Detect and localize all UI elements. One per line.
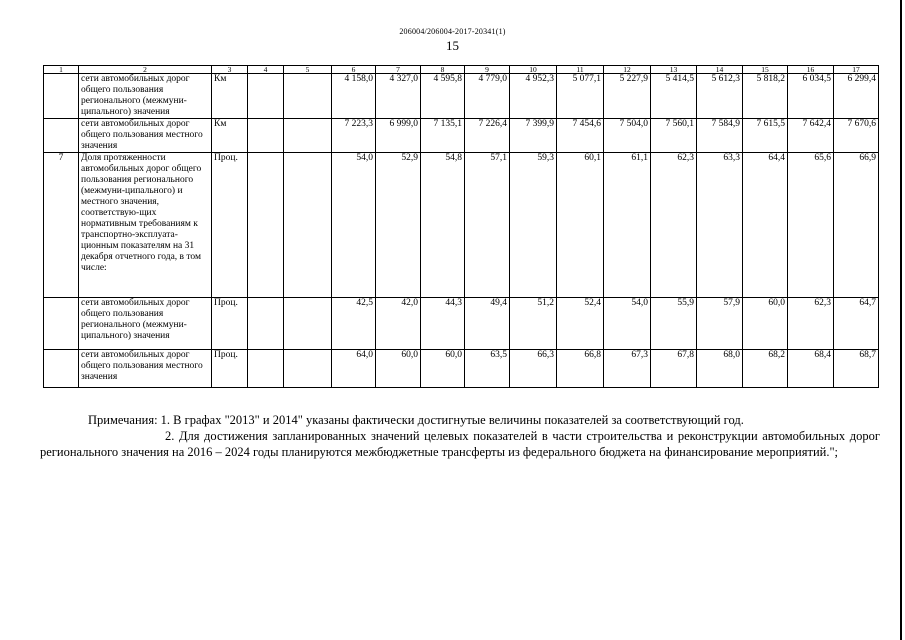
empty-cell (284, 153, 332, 298)
column-number: 1 (44, 66, 79, 74)
row-number-cell (44, 74, 79, 119)
value-cell: 64,7 (834, 298, 879, 350)
value-cell: 54,0 (604, 298, 651, 350)
value-cell: 42,0 (376, 298, 421, 350)
column-number: 13 (651, 66, 697, 74)
value-cell: 66,8 (557, 350, 604, 388)
value-cell: 60,0 (376, 350, 421, 388)
indicator-name-cell: Доля протяженности автомобильных дорог общего пользования регионального (межмуни-ципального) и местного значения, соответствую-щих нормативным требованиям к транспортно-эксплуата-ционным показателям на 31 декабря отчетного года, в том числе: (79, 153, 212, 298)
row-number-cell (44, 298, 79, 350)
table-row (44, 350, 879, 388)
unit-cell: Проц. (212, 298, 248, 350)
value-cell: 7 642,4 (788, 119, 834, 153)
value-cell: 64,0 (332, 350, 376, 388)
value-cell: 66,9 (834, 153, 879, 298)
notes-section (40, 412, 880, 460)
value-cell: 5 818,2 (743, 74, 788, 119)
value-cell: 54,8 (421, 153, 465, 298)
column-number: 3 (212, 66, 248, 74)
column-number: 17 (834, 66, 879, 74)
value-cell: 68,4 (788, 350, 834, 388)
table-row (44, 153, 879, 298)
document-id: 206004/206004-2017-20341(1) (399, 27, 506, 36)
value-cell: 7 226,4 (465, 119, 510, 153)
row-number-cell (44, 119, 79, 153)
indicator-name-cell: сети автомобильных дорог общего пользования регионального (межмуни-ципального) значения (79, 74, 212, 119)
value-cell: 57,9 (697, 298, 743, 350)
value-cell: 49,4 (465, 298, 510, 350)
empty-cell (284, 119, 332, 153)
note-1: Примечания: 1. В графах "2013" и 2014" указаны фактически достигнутые величины показателей за соответствующий год. (88, 413, 744, 427)
value-cell: 51,2 (510, 298, 557, 350)
column-number: 6 (332, 66, 376, 74)
value-cell: 68,7 (834, 350, 879, 388)
value-cell: 7 135,1 (421, 119, 465, 153)
value-cell: 63,3 (697, 153, 743, 298)
empty-cell (248, 153, 284, 298)
empty-cell (284, 74, 332, 119)
value-cell: 62,3 (788, 298, 834, 350)
indicator-name-cell: сети автомобильных дорог общего пользования местного значения (79, 119, 212, 153)
column-number-row (44, 66, 879, 74)
column-number: 10 (510, 66, 557, 74)
value-cell: 55,9 (651, 298, 697, 350)
value-cell: 6 034,5 (788, 74, 834, 119)
value-cell: 57,1 (465, 153, 510, 298)
value-cell: 4 952,3 (510, 74, 557, 119)
unit-cell: Проц. (212, 350, 248, 388)
value-cell: 7 223,3 (332, 119, 376, 153)
value-cell: 66,3 (510, 350, 557, 388)
value-cell: 60,0 (421, 350, 465, 388)
empty-cell (248, 74, 284, 119)
empty-cell (284, 298, 332, 350)
unit-cell: Проц. (212, 153, 248, 298)
value-cell: 7 584,9 (697, 119, 743, 153)
value-cell: 60,0 (743, 298, 788, 350)
value-cell: 4 779,0 (465, 74, 510, 119)
value-cell: 4 158,0 (332, 74, 376, 119)
column-number: 8 (421, 66, 465, 74)
empty-cell (248, 119, 284, 153)
column-number: 11 (557, 66, 604, 74)
value-cell: 68,2 (743, 350, 788, 388)
value-cell: 44,3 (421, 298, 465, 350)
table-row (44, 298, 879, 350)
column-number: 5 (284, 66, 332, 74)
value-cell: 62,3 (651, 153, 697, 298)
value-cell: 59,3 (510, 153, 557, 298)
row-number-cell: 7 (44, 153, 79, 298)
page-number: 15 (446, 38, 459, 53)
value-cell: 5 612,3 (697, 74, 743, 119)
value-cell: 7 670,6 (834, 119, 879, 153)
value-cell: 4 327,0 (376, 74, 421, 119)
table-row (44, 119, 879, 153)
value-cell: 67,3 (604, 350, 651, 388)
row-number-cell (44, 350, 79, 388)
table-row (44, 74, 879, 119)
value-cell: 54,0 (332, 153, 376, 298)
value-cell: 7 615,5 (743, 119, 788, 153)
value-cell: 6 299,4 (834, 74, 879, 119)
column-number: 9 (465, 66, 510, 74)
value-cell: 7 454,6 (557, 119, 604, 153)
column-number: 14 (697, 66, 743, 74)
value-cell: 5 414,5 (651, 74, 697, 119)
empty-cell (248, 298, 284, 350)
value-cell: 4 595,8 (421, 74, 465, 119)
value-cell: 7 560,1 (651, 119, 697, 153)
value-cell: 68,0 (697, 350, 743, 388)
value-cell: 7 504,0 (604, 119, 651, 153)
indicators-table (43, 65, 879, 388)
indicator-name-cell: сети автомобильных дорог общего пользования местного значения (79, 350, 212, 388)
column-number: 16 (788, 66, 834, 74)
unit-cell: Км (212, 74, 248, 119)
value-cell: 7 399,9 (510, 119, 557, 153)
value-cell: 64,4 (743, 153, 788, 298)
value-cell: 60,1 (557, 153, 604, 298)
value-cell: 52,9 (376, 153, 421, 298)
value-cell: 67,8 (651, 350, 697, 388)
empty-cell (284, 350, 332, 388)
value-cell: 6 999,0 (376, 119, 421, 153)
value-cell: 5 227,9 (604, 74, 651, 119)
value-cell: 65,6 (788, 153, 834, 298)
column-number: 4 (248, 66, 284, 74)
column-number: 15 (743, 66, 788, 74)
value-cell: 63,5 (465, 350, 510, 388)
value-cell: 42,5 (332, 298, 376, 350)
unit-cell: Км (212, 119, 248, 153)
note-2: 2. Для достижения запланированных значений целевых показателей в части строительства и реконструкции автомобильных дорог регионального значения на 2016 – 2024 годы планируются межбюджетные трансферты из федерального бюджета на финансирование мероприятий."; (40, 429, 880, 459)
empty-cell (248, 350, 284, 388)
column-number: 2 (79, 66, 212, 74)
page-edge-line (900, 0, 902, 640)
value-cell: 5 077,1 (557, 74, 604, 119)
column-number: 12 (604, 66, 651, 74)
value-cell: 52,4 (557, 298, 604, 350)
value-cell: 61,1 (604, 153, 651, 298)
column-number: 7 (376, 66, 421, 74)
indicator-name-cell: сети автомобильных дорог общего пользования регионального (межмуни-ципального) значения (79, 298, 212, 350)
